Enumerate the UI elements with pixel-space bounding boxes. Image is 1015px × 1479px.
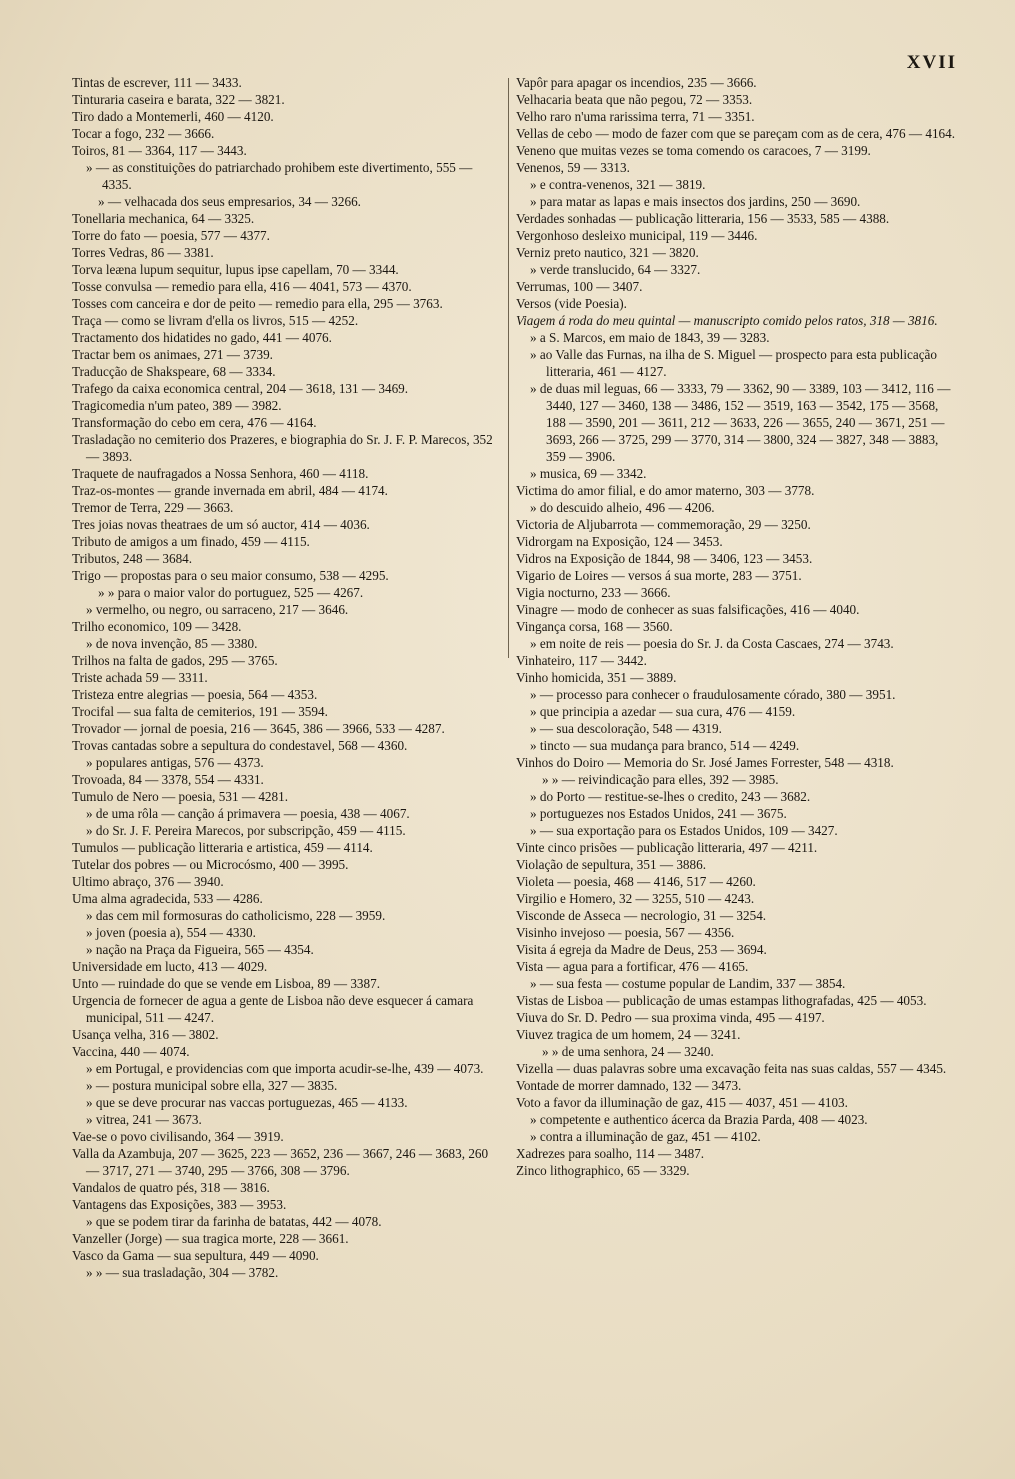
index-entry: Vidrorgam na Exposição, 124 — 3453.	[516, 534, 723, 549]
index-entry: » e contra-venenos, 321 — 3819.	[530, 177, 706, 192]
index-entry: Tosses com canceira e dor de peito — remedio para ella, 295 — 3763.	[72, 296, 443, 311]
index-entry: Tributos, 248 — 3684.	[72, 551, 193, 566]
index-entry: Vigario de Loires — versos á sua morte, 283 — 3751.	[516, 568, 802, 583]
index-entry: Traz-os-montes — grande invernada em abril, 484 — 4174.	[72, 483, 388, 498]
index-entry: Velho raro n'uma rarissima terra, 71 — 3351.	[516, 109, 755, 124]
index-entry: Viuvez tragica de um homem, 24 — 3241.	[516, 1027, 741, 1042]
index-entry: Vontade de morrer damnado, 132 — 3473.	[516, 1078, 742, 1093]
index-entry: Trovas cantadas sobre a sepultura do condestavel, 568 — 4360.	[72, 738, 408, 753]
index-entry: Valla da Azambuja, 207 — 3625, 223 — 3652, 236 — 3667, 246 — 3683, 260 — 3717, 271 — 3740, 295 — 3766, 308 — 3796.	[72, 1146, 489, 1178]
index-entry: Tintas de escrever, 111 — 3433.	[72, 75, 242, 90]
index-entry: » musica, 69 — 3342.	[530, 466, 647, 481]
index-entry: » — sua exportação para os Estados Unidos, 109 — 3427.	[530, 823, 838, 838]
index-entry: Visconde de Asseca — necrologio, 31 — 3254.	[516, 908, 767, 923]
index-entry: » — sua festa — costume popular de Landim, 337 — 3854.	[530, 976, 846, 991]
index-entry: » que principia a azedar — sua cura, 476 — 4159.	[530, 704, 796, 719]
index-entry: Tristeza entre alegrias — poesia, 564 — 4353.	[72, 687, 318, 702]
index-entry: Voto a favor da illuminação de gaz, 415 — 4037, 451 — 4103.	[516, 1095, 848, 1110]
index-entry: Transformação do cebo em cera, 476 — 4164.	[72, 415, 317, 430]
index-entry: Ultimo abraço, 376 — 3940.	[72, 874, 224, 889]
index-entry: Violação de sepultura, 351 — 3886.	[516, 857, 707, 872]
index-entry: Trilho economico, 109 — 3428.	[72, 619, 242, 634]
index-entry: » que se deve procurar nas vaccas portuguezas, 465 — 4133.	[86, 1095, 408, 1110]
index-entry: Vistas de Lisboa — publicação de umas estampas lithografadas, 425 — 4053.	[516, 993, 927, 1008]
index-entry: Tutelar dos pobres — ou Microcósmo, 400 — 3995.	[72, 857, 349, 872]
index-entry: » ao Valle das Furnas, na ilha de S. Miguel — prospecto para esta publicação litteraria, 461 — 4127.	[530, 347, 937, 379]
index-entry: Tres joias novas theatraes de um só auctor, 414 — 4036.	[72, 517, 370, 532]
index-entry: Tumulos — publicação litteraria e artistica, 459 — 4114.	[72, 840, 373, 855]
index-entry: Verdades sonhadas — publicação litteraria, 156 — 3533, 585 — 4388.	[516, 211, 890, 226]
index-entry: Xadrezes para soalho, 114 — 3487.	[516, 1146, 705, 1161]
index-entry: Tragicomedia n'um pateo, 389 — 3982.	[72, 398, 282, 413]
index-entry: » » de uma senhora, 24 — 3240.	[542, 1044, 714, 1059]
index-entry: » do descuido alheio, 496 — 4206.	[530, 500, 715, 515]
index-entry: » » para o maior valor do portuguez, 525 — 4267.	[98, 585, 364, 600]
index-column-right	[516, 74, 958, 1179]
index-entry: » em Portugal, e providencias com que importa acudir-se-lhe, 439 — 4073.	[86, 1061, 484, 1076]
index-entry: Visita á egreja da Madre de Deus, 253 — 3694.	[516, 942, 767, 957]
index-entry: Universidade em lucto, 413 — 4029.	[72, 959, 268, 974]
index-entry: Torres Vedras, 86 — 3381.	[72, 245, 214, 260]
index-entry: Tonellaria mechanica, 64 — 3325.	[72, 211, 255, 226]
index-entry: Verniz preto nautico, 321 — 3820.	[516, 245, 699, 260]
index-entry: » — as constituições do patriarchado prohibem este divertimento, 555 — 4335.	[86, 160, 473, 192]
index-entry: Torre do fato — poesia, 577 — 4377.	[72, 228, 270, 243]
index-entry: Velhacaria beata que não pegou, 72 — 3353.	[516, 92, 753, 107]
index-entry: Traquete de naufragados a Nossa Senhora, 460 — 4118.	[72, 466, 369, 481]
index-entry: Vasco da Gama — sua sepultura, 449 — 4090.	[72, 1248, 319, 1263]
index-entry: Vapôr para apagar os incendios, 235 — 3666.	[516, 75, 757, 90]
index-entry: » que se podem tirar da farinha de batatas, 442 — 4078.	[86, 1214, 382, 1229]
index-entry: » verde translucido, 64 — 3327.	[530, 262, 701, 277]
index-entry: » de uma rôla — canção á primavera — poesia, 438 — 4067.	[86, 806, 410, 821]
index-entry: Virgilio e Homero, 32 — 3255, 510 — 4243.	[516, 891, 755, 906]
index-entry: Triste achada 59 — 3311.	[72, 670, 208, 685]
index-entry: » portuguezes nos Estados Unidos, 241 — 3675.	[530, 806, 787, 821]
index-entry: Vergonhoso desleixo municipal, 119 — 3446.	[516, 228, 758, 243]
index-column-left	[72, 74, 504, 1281]
index-entry: Viuva do Sr. D. Pedro — sua proxima vinda, 495 — 4197.	[516, 1010, 825, 1025]
index-entry: » do Sr. J. F. Pereira Marecos, por subscripção, 459 — 4115.	[86, 823, 406, 838]
index-entry: Vanzeller (Jorge) — sua tragica morte, 228 — 3661.	[72, 1231, 349, 1246]
index-entry: » » — reivindicação para elles, 392 — 3985.	[542, 772, 779, 787]
index-entry: » do Porto — restitue-se-lhes o credito, 243 — 3682.	[530, 789, 811, 804]
index-entry: Trovoada, 84 — 3378, 554 — 4331.	[72, 772, 264, 787]
index-entry: Trasladação no cemiterio dos Prazeres, e biographia do Sr. J. F. P. Marecos, 352 — 3893.	[72, 432, 493, 464]
index-entry: » — processo para conhecer o fraudulosamente córado, 380 — 3951.	[530, 687, 896, 702]
index-entry: Vizella — duas palavras sobre uma excavação feita nas suas caldas, 557 — 4345.	[516, 1061, 947, 1076]
index-entry: Vantagens das Exposições, 383 — 3953.	[72, 1197, 287, 1212]
index-entry: Vigia nocturno, 233 — 3666.	[516, 585, 671, 600]
index-entry: Vandalos de quatro pés, 318 — 3816.	[72, 1180, 270, 1195]
index-entry: » de duas mil leguas, 66 — 3333, 79 — 3362, 90 — 3389, 103 — 3412, 116 — 3440, 127 — 3460, 138 — 3486, 152 — 3519, 163 — 3542, 175 — 3568, 188 — 3590, 201 — 3611, 212 — 3633, 226 — 3655, 240 — 3671, 251 — 3693, 266 — 3725, 299 — 3770, 314 — 3800, 324 — 3827, 348 — 3883, 359 — 3906.	[530, 381, 951, 464]
index-entry: Viagem á roda do meu quintal — manuscripto comido pelos ratos, 318 — 3816.	[516, 313, 938, 328]
index-entry: » em noite de reis — poesia do Sr. J. da Costa Cascaes, 274 — 3743.	[530, 636, 894, 651]
index-entry: Vingança corsa, 168 — 3560.	[516, 619, 673, 634]
index-entry: Trafego da caixa economica central, 204 — 3618, 131 — 3469.	[72, 381, 409, 396]
index-entry: Vaccina, 440 — 4074.	[72, 1044, 190, 1059]
index-entry: Tractamento dos hidatides no gado, 441 — 4076.	[72, 330, 332, 345]
index-entry: » contra a illuminação de gaz, 451 — 4102.	[530, 1129, 761, 1144]
page-number: XVII	[906, 52, 957, 73]
index-entry: » — postura municipal sobre ella, 327 — 3835.	[86, 1078, 338, 1093]
index-entry: Vinte cinco prisões — publicação litteraria, 497 — 4211.	[516, 840, 818, 855]
index-entry: Visinho invejoso — poesia, 567 — 4356.	[516, 925, 735, 940]
index-entry: Tractar bem os animaes, 271 — 3739.	[72, 347, 273, 362]
index-entry: Trocifal — sua falta de cemiterios, 191 — 3594.	[72, 704, 328, 719]
index-entry: » vitrea, 241 — 3673.	[86, 1112, 202, 1127]
index-entry: Tributo de amigos a um finado, 459 — 4115.	[72, 534, 310, 549]
index-entry: » de nova invenção, 85 — 3380.	[86, 636, 258, 651]
index-entry: Tremor de Terra, 229 — 3663.	[72, 500, 234, 515]
index-entry: » populares antigas, 576 — 4373.	[86, 755, 264, 770]
index-entry: Zinco lithographico, 65 — 3329.	[516, 1163, 690, 1178]
index-entry: Veneno que muitas vezes se toma comendo os caracoes, 7 — 3199.	[516, 143, 871, 158]
index-entry: Trigo — propostas para o seu maior consumo, 538 — 4295.	[72, 568, 389, 583]
index-entry: Traça — como se livram d'ella os livros, 515 — 4252.	[72, 313, 359, 328]
index-entry: Unto — ruindade do que se vende em Lisboa, 89 — 3387.	[72, 976, 381, 991]
index-entry: Vinho homicida, 351 — 3889.	[516, 670, 677, 685]
index-entry: » nação na Praça da Figueira, 565 — 4354.	[86, 942, 314, 957]
index-entry: Tumulo de Nero — poesia, 531 — 4281.	[72, 789, 288, 804]
index-entry: » tincto — sua mudança para branco, 514 — 4249.	[530, 738, 800, 753]
index-entry: » vermelho, ou negro, ou sarraceno, 217 — 3646.	[86, 602, 349, 617]
index-entry: Trovador — jornal de poesia, 216 — 3645, 386 — 3966, 533 — 4287.	[72, 721, 445, 736]
index-entry: Vista — agua para a fortificar, 476 — 4165.	[516, 959, 749, 974]
index-entry: Torva leæna lupum sequitur, lupus ipse capellam, 70 — 3344.	[72, 262, 399, 277]
index-entry: Vinagre — modo de conhecer as suas falsificações, 416 — 4040.	[516, 602, 860, 617]
index-entry: » das cem mil formosuras do catholicismo, 228 — 3959.	[86, 908, 386, 923]
index-entry: Verrumas, 100 — 3407.	[516, 279, 643, 294]
column-divider	[508, 78, 509, 658]
index-entry: Tiro dado a Montemerli, 460 — 4120.	[72, 109, 274, 124]
index-entry: Vinhos do Doiro — Memoria do Sr. José James Forrester, 548 — 4318.	[516, 755, 894, 770]
index-entry: Urgencia de fornecer de agua a gente de Lisboa não deve esquecer á camara municipal, 511 — 4247.	[72, 993, 474, 1025]
index-entry: Usança velha, 316 — 3802.	[72, 1027, 219, 1042]
index-entry: » competente e authentico ácerca da Brazia Parda, 408 — 4023.	[530, 1112, 868, 1127]
index-entry: Violeta — poesia, 468 — 4146, 517 — 4260.	[516, 874, 756, 889]
index-entry: Venenos, 59 — 3313.	[516, 160, 630, 175]
index-entry: Toiros, 81 — 3364, 117 — 3443.	[72, 143, 247, 158]
index-entry: Traducção de Shakspeare, 68 — 3334.	[72, 364, 276, 379]
index-entry: » a S. Marcos, em maio de 1843, 39 — 3283.	[530, 330, 770, 345]
index-entry: Trilhos na falta de gados, 295 — 3765.	[72, 653, 278, 668]
index-entry: Tocar a fogo, 232 — 3666.	[72, 126, 215, 141]
index-entry: » — velhacada dos seus empresarios, 34 — 3266.	[98, 194, 361, 209]
index-entry: Uma alma agradecida, 533 — 4286.	[72, 891, 263, 906]
index-entry: Versos (vide Poesia).	[516, 296, 627, 311]
index-entry: » — sua descoloração, 548 — 4319.	[530, 721, 722, 736]
index-entry: Tosse convulsa — remedio para ella, 416 — 4041, 573 — 4370.	[72, 279, 412, 294]
index-entry: Vidros na Exposição de 1844, 98 — 3406, 123 — 3453.	[516, 551, 813, 566]
index-entry: Vellas de cebo — modo de fazer com que se pareçam com as de cera, 476 — 4164.	[516, 126, 956, 141]
index-entry: » joven (poesia a), 554 — 4330.	[86, 925, 256, 940]
index-entry: Vae-se o povo civilisando, 364 — 3919.	[72, 1129, 284, 1144]
index-entry: » para matar as lapas e mais insectos dos jardins, 250 — 3690.	[530, 194, 861, 209]
index-entry: Victima do amor filial, e do amor materno, 303 — 3778.	[516, 483, 815, 498]
index-entry: Tinturaria caseira e barata, 322 — 3821.	[72, 92, 285, 107]
index-entry: » » — sua trasladação, 304 — 3782.	[86, 1265, 279, 1280]
index-entry: Vinhateiro, 117 — 3442.	[516, 653, 647, 668]
index-entry: Victoria de Aljubarrota — commemoração, 29 — 3250.	[516, 517, 811, 532]
